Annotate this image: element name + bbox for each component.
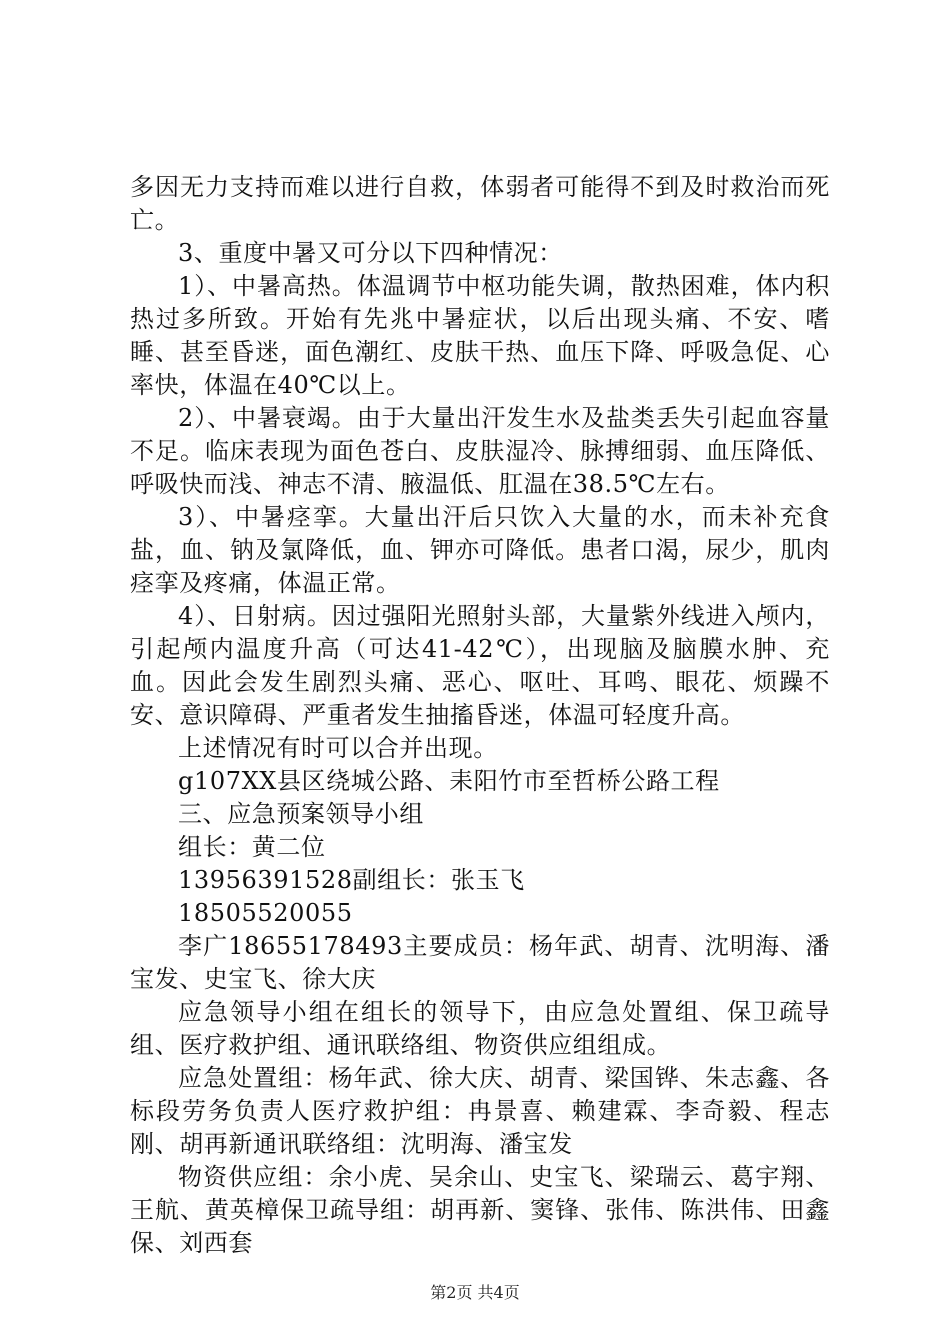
document-body [130,171,830,1260]
paragraph-7: 上述情况有时可以合并出现。 [178,734,498,762]
paragraph-1: 多因无力支持而难以进行自救，体弱者可能得不到及时救治而死亡。 [130,173,830,234]
paragraph-12: 18505520055 [178,899,353,927]
paragraph-16: 物资供应组：余小虎、吴余山、史宝飞、梁瑞云、葛宇翔、王航、黄英樟保卫疏导组：胡再新、窦锋、张伟、陈洪伟、田鑫保、刘西套 [130,1163,830,1257]
paragraph-8: g107XX县区绕城公路、耒阳竹市至哲桥公路工程 [178,767,720,795]
paragraph-15: 应急处置组：杨年武、徐大庆、胡青、梁国铧、朱志鑫、各标段劳务负责人医疗救护组：冉景喜、赖建霖、李奇毅、程志刚、胡再新通讯联络组：沈明海、潘宝发 [130,1064,830,1158]
paragraph-2: 3、重度中暑又可分以下四种情况： [178,239,563,267]
paragraph-11: 13956391528副组长：张玉飞 [178,866,525,894]
paragraph-3: 1）、中暑高热。体温调节中枢功能失调，散热困难，体内积热过多所致。开始有先兆中暑症状，以后出现头痛、不安、嗜睡、甚至昏迷，面色潮红、皮肤干热、血压下降、呼吸急促、心率快，体温在40℃以上。 [130,272,830,399]
page-footer: 第2页 共4页 [430,1283,520,1302]
paragraph-14: 应急领导小组在组长的领导下，由应急处置组、保卫疏导组、医疗救护组、通讯联络组、物资供应组组成。 [130,998,830,1059]
paragraph-13: 李广18655178493主要成员：杨年武、胡青、沈明海、潘宝发、史宝飞、徐大庆 [130,932,830,993]
paragraph-5: 3）、中暑痉挛。大量出汗后只饮入大量的水，而未补充食盐，血、钠及氯降低，血、钾亦可降低。患者口渴，尿少，肌肉痉挛及疼痛，体温正常。 [130,503,830,597]
paragraph-6: 4）、日射病。因过强阳光照射头部，大量紫外线进入颅内，引起颅内温度升高（可达41-42℃），出现脑及脑膜水肿、充血。因此会发生剧烈头痛、恶心、呕吐、耳鸣、眼花、烦躁不安、意识障碍、严重者发生抽搐昏迷，体温可轻度升高。 [130,602,830,729]
section-heading: 三、应急预案领导小组 [178,800,424,828]
paragraph-4: 2）、中暑衰竭。由于大量出汗发生水及盐类丢失引起血容量不足。临床表现为面色苍白、皮肤湿冷、脉搏细弱、血压降低、呼吸快而浅、神志不清、腋温低、肛温在38.5℃左右。 [130,404,830,498]
paragraph-10: 组长：黄二位 [178,833,326,861]
